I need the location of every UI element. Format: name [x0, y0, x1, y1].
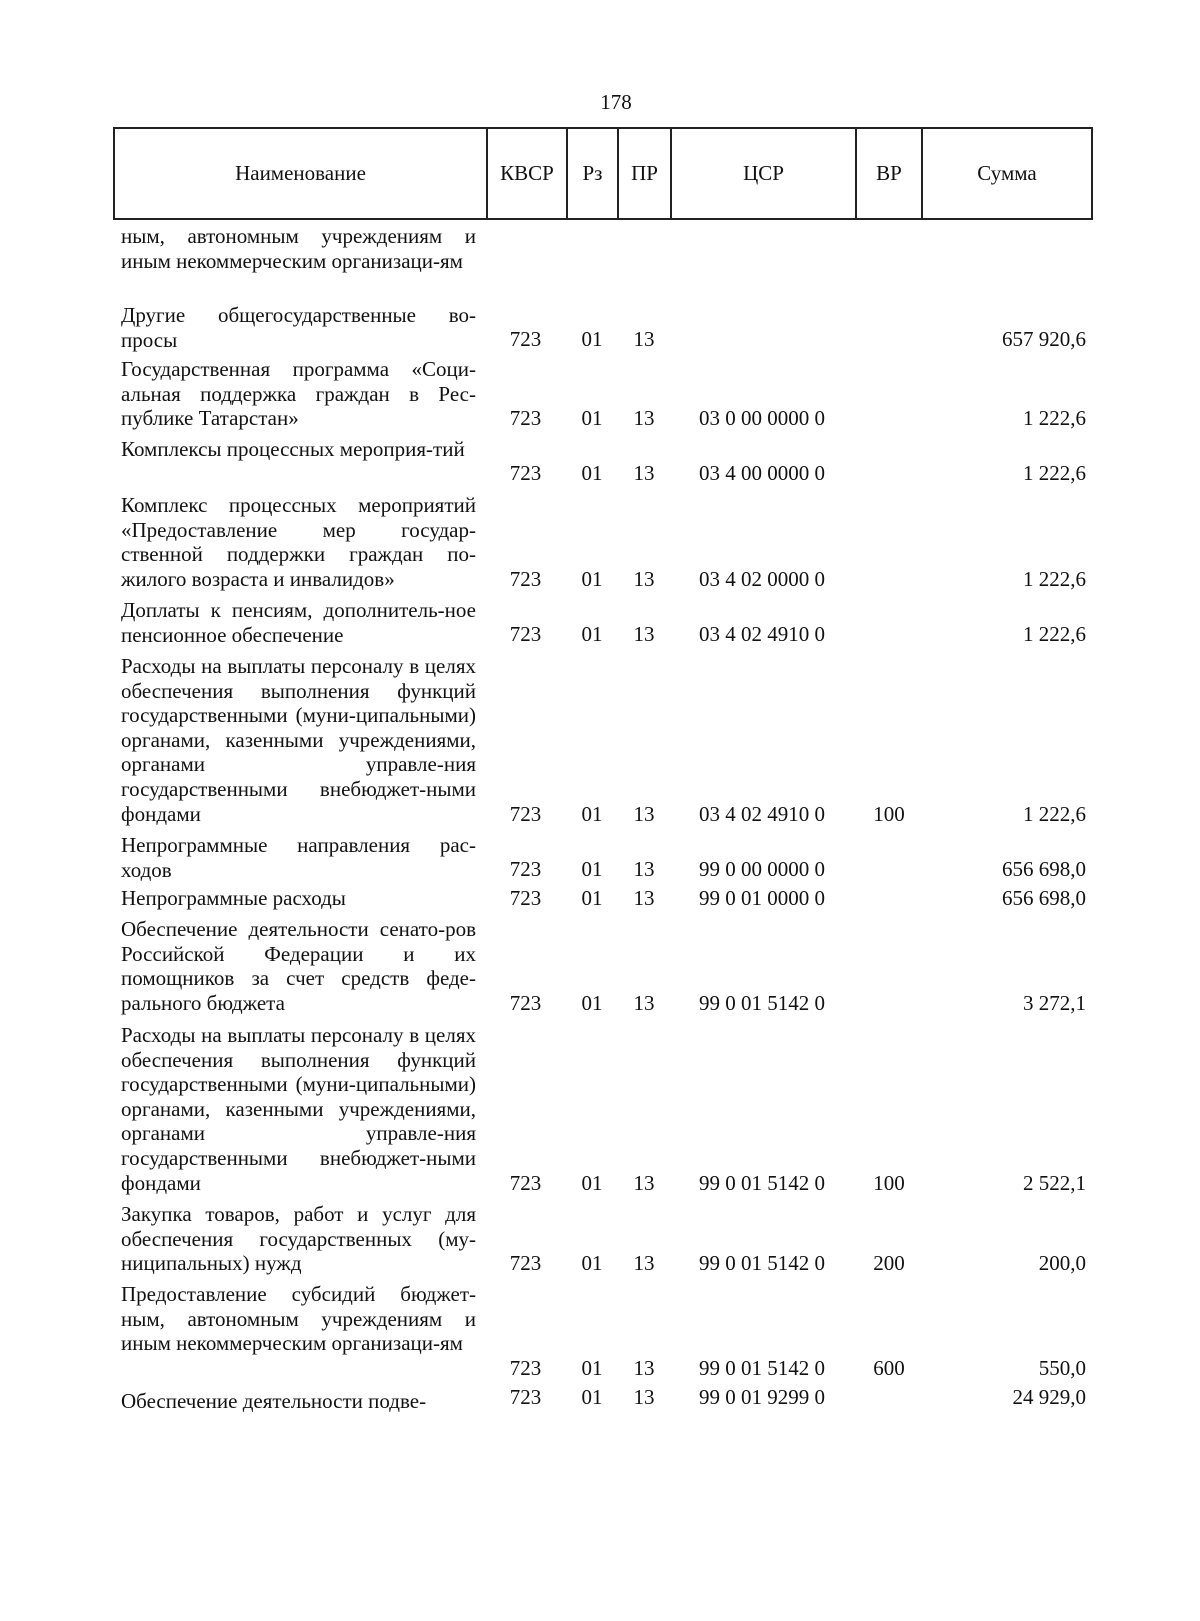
header-vr: ВР	[857, 129, 923, 218]
table-row	[0, 1385, 1200, 1413]
row-name: Расходы на выплаты персоналу в целях обеспечения выполнения функций государственными (муни-ципальными) органами, казенными учреждениями, органами управле-ния государственными внебюджет-ными фондами	[121, 654, 476, 826]
row-rz: 01	[581, 406, 603, 431]
row-sum: 1 222,6	[1023, 567, 1086, 592]
row-csr: 99 0 01 5142 0	[699, 991, 825, 1016]
row-pr: 13	[633, 857, 655, 882]
row-csr: 03 0 00 0000 0	[699, 406, 825, 431]
row-vr: 100	[873, 1171, 905, 1196]
row-kvsr: 723	[509, 886, 542, 911]
row-name: Закупка товаров, работ и услуг для обеспечения государственных (му-ниципальных) нужд	[121, 1202, 476, 1276]
header-csr: ЦСР	[672, 129, 857, 218]
table-row	[0, 1202, 1200, 1276]
row-name: ным, автономным учреждениям и иным некоммерческим организаци-ям	[121, 224, 476, 273]
row-vr: 600	[873, 1356, 905, 1381]
row-rz: 01	[581, 567, 603, 592]
row-vr: 100	[873, 802, 905, 827]
row-pr: 13	[633, 1385, 655, 1410]
row-name: Непрограммные направления рас-ходов	[121, 833, 476, 882]
row-name: Доплаты к пенсиям, дополнитель-ное пенсионное обеспечение	[121, 598, 476, 647]
header-kvsr: КВСР	[488, 129, 568, 218]
page-number: 178	[600, 90, 632, 114]
row-kvsr: 723	[509, 1356, 542, 1381]
row-pr: 13	[633, 886, 655, 911]
row-kvsr: 723	[509, 991, 542, 1016]
row-sum: 24 929,0	[1012, 1385, 1086, 1410]
row-csr: 99 0 01 9299 0	[699, 1385, 825, 1410]
row-csr: 99 0 01 0000 0	[699, 886, 825, 911]
row-kvsr: 723	[509, 327, 542, 352]
table-row	[0, 1282, 1200, 1381]
table-row	[0, 917, 1200, 1016]
row-name: Предоставление субсидий бюджет-ным, автономным учреждениям и иным некоммерческим организаци-ям	[121, 1282, 476, 1356]
row-sum: 657 920,6	[1002, 327, 1086, 352]
row-pr: 13	[633, 991, 655, 1016]
row-kvsr: 723	[509, 622, 542, 647]
row-kvsr: 723	[509, 461, 542, 486]
row-kvsr: 723	[509, 1251, 542, 1276]
row-vr: 200	[873, 1251, 905, 1276]
header-rz: Рз	[568, 129, 619, 218]
table-header	[113, 127, 1093, 220]
table-row	[0, 886, 1200, 911]
header-name: Наименование	[115, 129, 488, 218]
row-sum: 200,0	[1038, 1251, 1086, 1276]
row-kvsr: 723	[509, 1385, 542, 1410]
header-pr: ПР	[619, 129, 672, 218]
row-rz: 01	[581, 1251, 603, 1276]
row-rz: 01	[581, 1171, 603, 1196]
row-pr: 13	[633, 802, 655, 827]
row-rz: 01	[581, 327, 603, 352]
table-row	[0, 437, 1200, 486]
row-pr: 13	[633, 622, 655, 647]
row-csr: 99 0 01 5142 0	[699, 1251, 825, 1276]
row-rz: 01	[581, 461, 603, 486]
row-name: Непрограммные расходы	[121, 886, 346, 910]
row-pr: 13	[633, 1171, 655, 1196]
row-csr: 03 4 02 0000 0	[699, 567, 825, 592]
table-row	[0, 357, 1200, 431]
row-name: Комплекс процессных мероприятий «Предоставление мер государ-ственной поддержки граждан по-жилого возраста и инвалидов»	[121, 493, 476, 591]
row-kvsr: 723	[509, 1171, 542, 1196]
row-pr: 13	[633, 406, 655, 431]
row-csr: 03 4 02 4910 0	[699, 622, 825, 647]
row-sum: 550,0	[1038, 1356, 1086, 1381]
table-row	[0, 598, 1200, 647]
row-kvsr: 723	[509, 567, 542, 592]
row-pr: 13	[633, 567, 655, 592]
row-name: Другие общегосударственные во-просы	[121, 303, 476, 352]
row-sum: 1 222,6	[1023, 461, 1086, 486]
row-name: Комплексы процессных мероприя-тий	[121, 437, 465, 461]
row-name: Расходы на выплаты персоналу в целях обеспечения выполнения функций государственными (муни-ципальными) органами, казенными учреждениями, органами управле-ния государственными внебюджет-ными фондами	[121, 1023, 476, 1195]
table-row	[0, 303, 1200, 352]
row-kvsr: 723	[509, 857, 542, 882]
row-name: Государственная программа «Соци-альная поддержка граждан в Рес-публике Татарстан»	[121, 357, 476, 431]
table-row	[0, 1023, 1200, 1196]
row-csr: 03 4 00 0000 0	[699, 461, 825, 486]
row-csr: 99 0 01 5142 0	[699, 1356, 825, 1381]
row-sum: 2 522,1	[1023, 1171, 1086, 1196]
row-sum: 1 222,6	[1023, 406, 1086, 431]
row-pr: 13	[633, 327, 655, 352]
row-name: Обеспечение деятельности подве-	[121, 1389, 427, 1413]
row-rz: 01	[581, 991, 603, 1016]
row-sum: 656 698,0	[1002, 857, 1086, 882]
row-rz: 01	[581, 886, 603, 911]
row-rz: 01	[581, 802, 603, 827]
row-rz: 01	[581, 857, 603, 882]
table-row	[0, 224, 1200, 298]
row-sum: 3 272,1	[1023, 991, 1086, 1016]
row-rz: 01	[581, 622, 603, 647]
row-kvsr: 723	[509, 802, 542, 827]
row-pr: 13	[633, 1356, 655, 1381]
table-row	[0, 833, 1200, 882]
row-sum: 656 698,0	[1002, 886, 1086, 911]
table-row	[0, 654, 1200, 827]
row-csr: 03 4 02 4910 0	[699, 802, 825, 827]
row-pr: 13	[633, 1251, 655, 1276]
row-rz: 01	[581, 1385, 603, 1410]
row-rz: 01	[581, 1356, 603, 1381]
header-sum: Сумма	[977, 161, 1037, 185]
table-row	[0, 493, 1200, 592]
row-pr: 13	[633, 461, 655, 486]
row-sum: 1 222,6	[1023, 622, 1086, 647]
row-csr: 99 0 01 5142 0	[699, 1171, 825, 1196]
row-name: Обеспечение деятельности сенато-ров Российской Федерации и их помощников за счет средств феде-рального бюджета	[121, 917, 476, 1015]
row-kvsr: 723	[509, 406, 542, 431]
row-sum: 1 222,6	[1023, 802, 1086, 827]
row-csr: 99 0 00 0000 0	[699, 857, 825, 882]
